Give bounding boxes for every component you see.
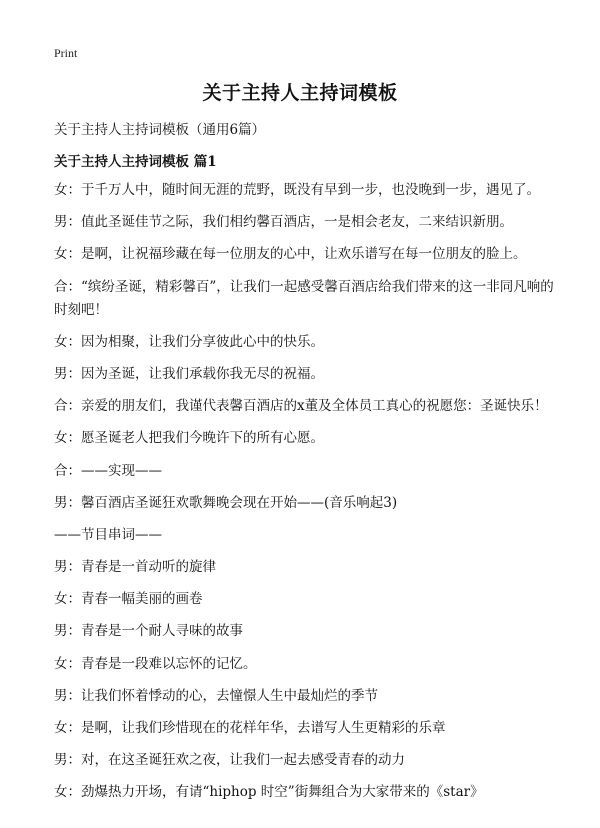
script-line: 女：劲爆热力开场，有请“hiphop 时空”街舞组合为大家带来的《star》 (54, 784, 484, 801)
script-line: 合：——实现—— (54, 462, 162, 479)
section-heading: 关于主持人主持词模板 篇1 (54, 154, 217, 170)
document-subtitle: 关于主持人主持词模板（通用6篇） (54, 122, 266, 138)
script-line: 女：于千万人中，随时间无涯的荒野，既没有早到一步，也没晚到一步，遇见了。 (54, 182, 540, 198)
script-line: 女：愿圣诞老人把我们今晚许下的所有心愿。 (54, 430, 324, 447)
script-line: 男：值此圣诞佳节之际，我们相约馨百酒店，一是相会老友，二来结识新朋。 (54, 214, 513, 231)
print-label: Print (54, 46, 78, 60)
script-line: ——节目串词—— (54, 526, 162, 543)
script-line: 女：青春一幅美丽的画卷 (54, 591, 203, 608)
script-line: 男：让我们怀着悸动的心，去憧憬人生中最灿烂的季节 (54, 687, 378, 704)
script-line: 女：青春是一段难以忘怀的记忆。 (54, 655, 257, 672)
script-line: 女：是啊，让我们珍惜现在的花样年华，去谱写人生更精彩的乐章 (54, 720, 446, 736)
script-line: 男：馨百酒店圣诞狂欢歌舞晚会现在开始——(音乐响起3) (54, 494, 398, 511)
script-lines (54, 179, 554, 814)
script-line: 男：青春是一个耐人寻味的故事 (54, 623, 243, 640)
script-line: 女：因为相聚，让我们分享彼此心中的快乐。 (54, 333, 324, 350)
script-line: 合：亲爱的朋友们，我谨代表馨百酒店的x董及全体员工真心的祝愿您：圣诞快乐！ (54, 398, 548, 415)
script-line: 男：因为圣诞，让我们承载你我无尽的祝福。 (54, 365, 324, 382)
script-line: 男：对，在这圣诞狂欢之夜，让我们一起去感受青春的动力 (54, 752, 405, 769)
document-title: 关于主持人主持词模板 (202, 82, 398, 104)
script-line: 男：青春是一首动听的旋律 (54, 559, 216, 576)
script-line: 女：是啊，让祝福珍藏在每一位朋友的心中，让欢乐谱写在每一位朋友的脸上。 (54, 246, 527, 263)
script-line: 合：“缤纷圣诞，精彩馨百”，让我们一起感受馨百酒店给我们带来的这一非同凡响的时刻吧！ (54, 278, 554, 318)
